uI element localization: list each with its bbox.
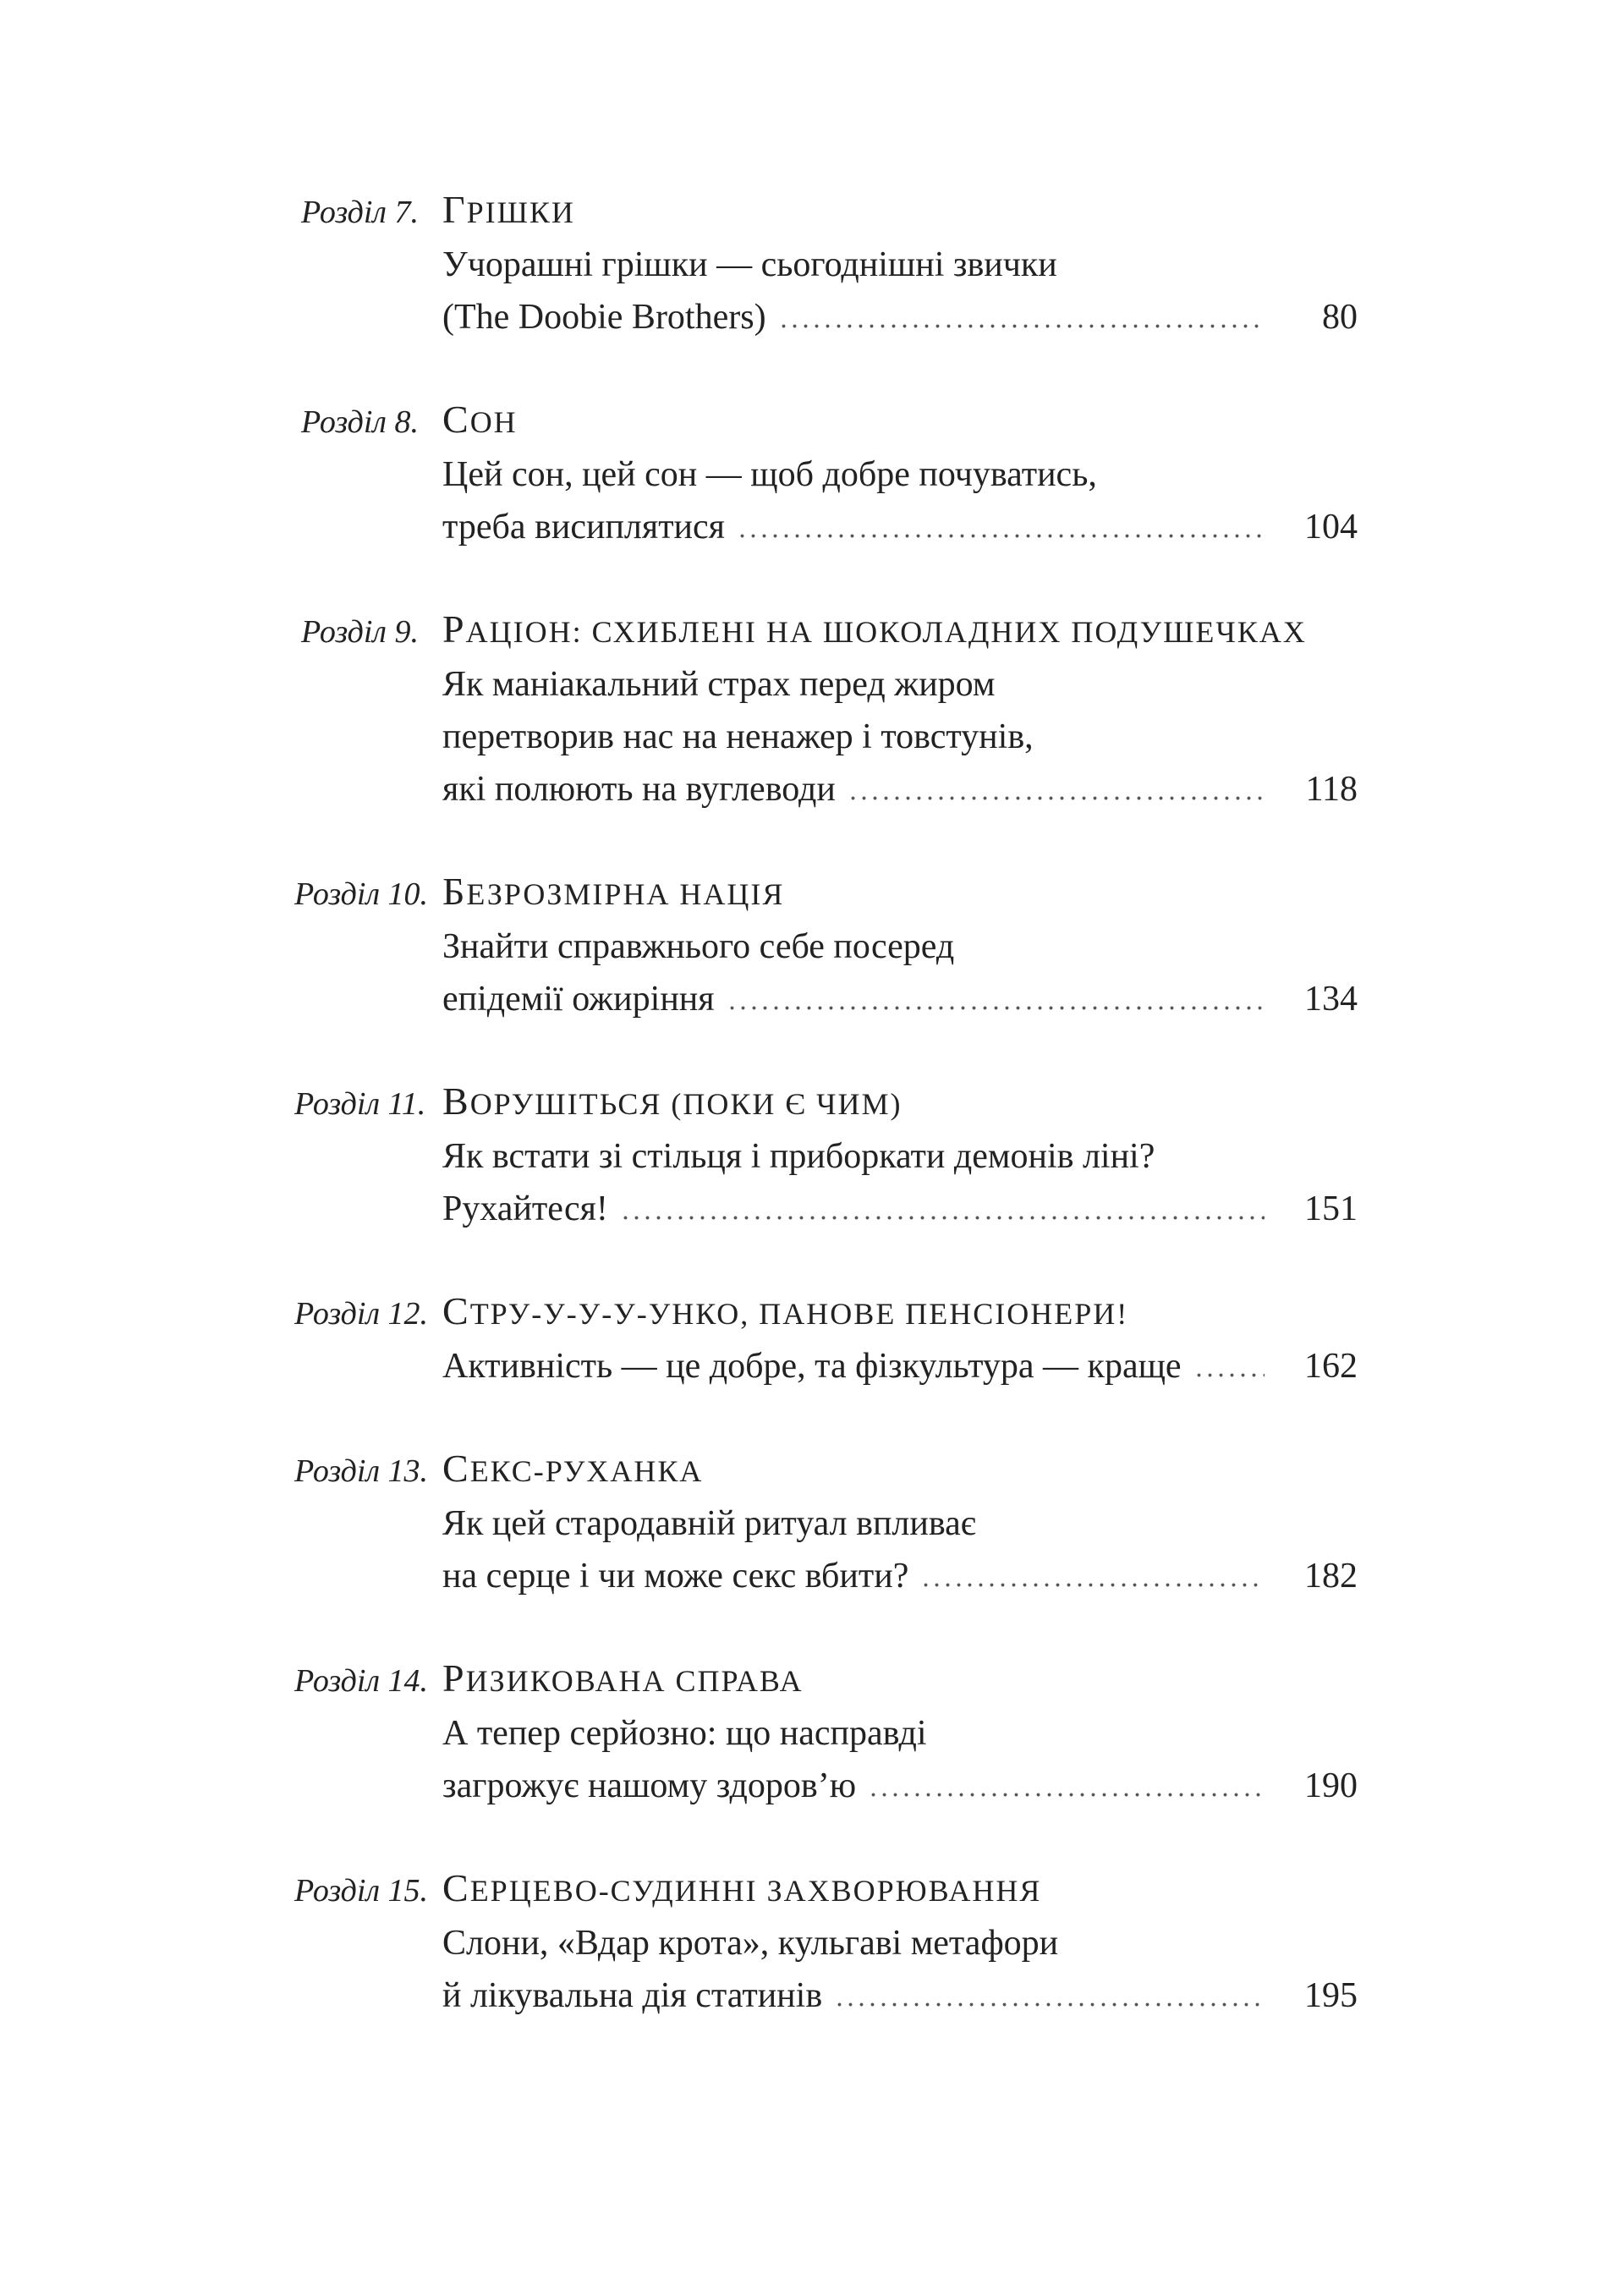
dot-leader <box>730 1006 1265 1010</box>
chapter-subtitle-line: на серце і чи може секс вбити? <box>442 1557 909 1596</box>
table-of-contents <box>294 186 1358 2074</box>
chapter-page-number: 195 <box>1304 1976 1358 2015</box>
chapter-entry-body <box>442 1445 1358 1602</box>
chapter-subtitle-last-line <box>442 1969 1358 2022</box>
chapter-subtitle-line: Слони, «Вдар крота», кульгаві метафори <box>442 1924 1059 1963</box>
chapter-number-label: Розділ 14. <box>294 1663 429 1699</box>
dot-leader <box>782 324 1265 328</box>
chapter-title: РИЗИКОВАНА СПРАВА <box>442 1656 804 1700</box>
chapter-title: ГРІШКИ <box>442 188 575 231</box>
dot-leader <box>1197 1373 1265 1377</box>
toc-entry[interactable] <box>294 1445 1358 1602</box>
chapter-subtitle-line: треба висиплятися <box>442 508 725 547</box>
dot-leader <box>740 534 1265 538</box>
chapter-entry-body <box>442 1865 1358 2022</box>
chapter-subtitle-line: й лікувальна дія статинів <box>442 1976 823 2015</box>
chapter-subtitle-line: епідемії ожиріння <box>442 980 715 1019</box>
chapter-entry-body <box>442 1288 1358 1392</box>
chapter-subtitle-last-line <box>442 973 1358 1025</box>
dot-leader <box>623 1216 1265 1220</box>
chapter-subtitle-line: Рухайтеся! <box>442 1189 608 1228</box>
chapter-page-number: 190 <box>1304 1766 1358 1805</box>
chapter-title: СТРУ-У-У-У-УНКО, ПАНОВЕ ПЕНСІОНЕРИ! <box>442 1289 1129 1332</box>
chapter-subtitle-last-line <box>442 1183 1358 1235</box>
chapter-title: РАЦІОН: СХИБЛЕНІ НА ШОКОЛАДНИХ ПОДУШЕЧКАХ <box>442 607 1307 651</box>
chapter-page-number: 182 <box>1304 1557 1358 1596</box>
chapter-subtitle-line: загрожує нашому здоров’ю <box>442 1766 857 1805</box>
chapter-subtitle-line: (The Doobie Brothers) <box>442 298 766 337</box>
dot-leader <box>837 2002 1265 2007</box>
chapter-subtitle-line: Як маніакальний страх перед жиром <box>442 665 996 704</box>
chapter-subtitle-line: Учорашні грішки — сьогоднішні звички <box>442 245 1057 284</box>
chapter-title: СЕРЦЕВО-СУДИННІ ЗАХВОРЮВАННЯ <box>442 1866 1042 1909</box>
chapter-page-number: 151 <box>1304 1189 1358 1228</box>
dot-leader <box>924 1583 1265 1587</box>
chapter-entry-body <box>442 186 1358 343</box>
chapter-title: СЕКС-РУХАНКА <box>442 1447 704 1490</box>
chapter-subtitle-line: Як цей стародавній ритуал впливає <box>442 1504 976 1543</box>
chapter-title: СОН <box>442 398 518 441</box>
toc-entry[interactable] <box>294 186 1358 343</box>
toc-entry[interactable] <box>294 1865 1358 2022</box>
chapter-subtitle-last-line <box>442 1340 1358 1392</box>
chapter-subtitle-last-line <box>442 501 1358 553</box>
chapter-title: ВОРУШІТЬСЯ (ПОКИ Є ЧИМ) <box>442 1079 903 1123</box>
chapter-subtitle-line: перетворив нас на ненажер і товстунів, <box>442 717 1034 756</box>
chapter-subtitle-last-line <box>442 763 1358 816</box>
toc-entry[interactable] <box>294 606 1358 816</box>
toc-entry[interactable] <box>294 868 1358 1025</box>
chapter-subtitle-line: Активність — це добре, та фізкультура — краще <box>442 1347 1182 1386</box>
chapter-number-label: Розділ 12. <box>294 1296 429 1332</box>
chapter-number-label: Розділ 8. <box>300 404 419 440</box>
toc-entry[interactable] <box>294 396 1358 553</box>
chapter-entry-body <box>442 1078 1358 1235</box>
chapter-subtitle-line: Цей сон, цей сон — щоб добре почуватись, <box>442 455 1097 494</box>
dot-leader <box>851 796 1265 800</box>
chapter-subtitle-line: А тепер серйозно: що насправді <box>442 1714 927 1753</box>
chapter-page-number: 134 <box>1304 980 1358 1019</box>
chapter-number-label: Розділ 13. <box>294 1453 429 1489</box>
toc-entry[interactable] <box>294 1655 1358 1812</box>
chapter-subtitle-last-line <box>442 1760 1358 1812</box>
chapter-number-label: Розділ 10. <box>294 876 429 912</box>
chapter-number-label: Розділ 7. <box>300 195 419 230</box>
toc-entry[interactable] <box>294 1288 1358 1392</box>
dot-leader <box>871 1793 1265 1797</box>
chapter-entry-body <box>442 1655 1358 1812</box>
chapter-entry-body <box>442 606 1358 816</box>
chapter-number-label: Розділ 9. <box>300 614 419 650</box>
toc-entry[interactable] <box>294 1078 1358 1235</box>
chapter-page-number: 118 <box>1305 770 1358 809</box>
chapter-subtitle-line: Знайти справжнього себе посеред <box>442 927 955 966</box>
chapter-subtitle-last-line <box>442 291 1358 343</box>
chapter-subtitle-line: які полюють на вуглеводи <box>442 770 836 809</box>
chapter-subtitle-last-line <box>442 1550 1358 1602</box>
chapter-page-number: 104 <box>1304 508 1358 547</box>
chapter-title: БЕЗРОЗМІРНА НАЦІЯ <box>442 870 785 913</box>
chapter-page-number: 162 <box>1304 1347 1358 1386</box>
chapter-number-label: Розділ 15. <box>294 1873 429 1909</box>
chapter-page-number: 80 <box>1322 298 1358 337</box>
chapter-entry-body <box>442 868 1358 1025</box>
chapter-entry-body <box>442 396 1358 553</box>
chapter-subtitle-line: Як встати зі стільця і приборкати демонів ліні? <box>442 1137 1155 1176</box>
chapter-number-label: Розділ 11. <box>294 1086 426 1122</box>
